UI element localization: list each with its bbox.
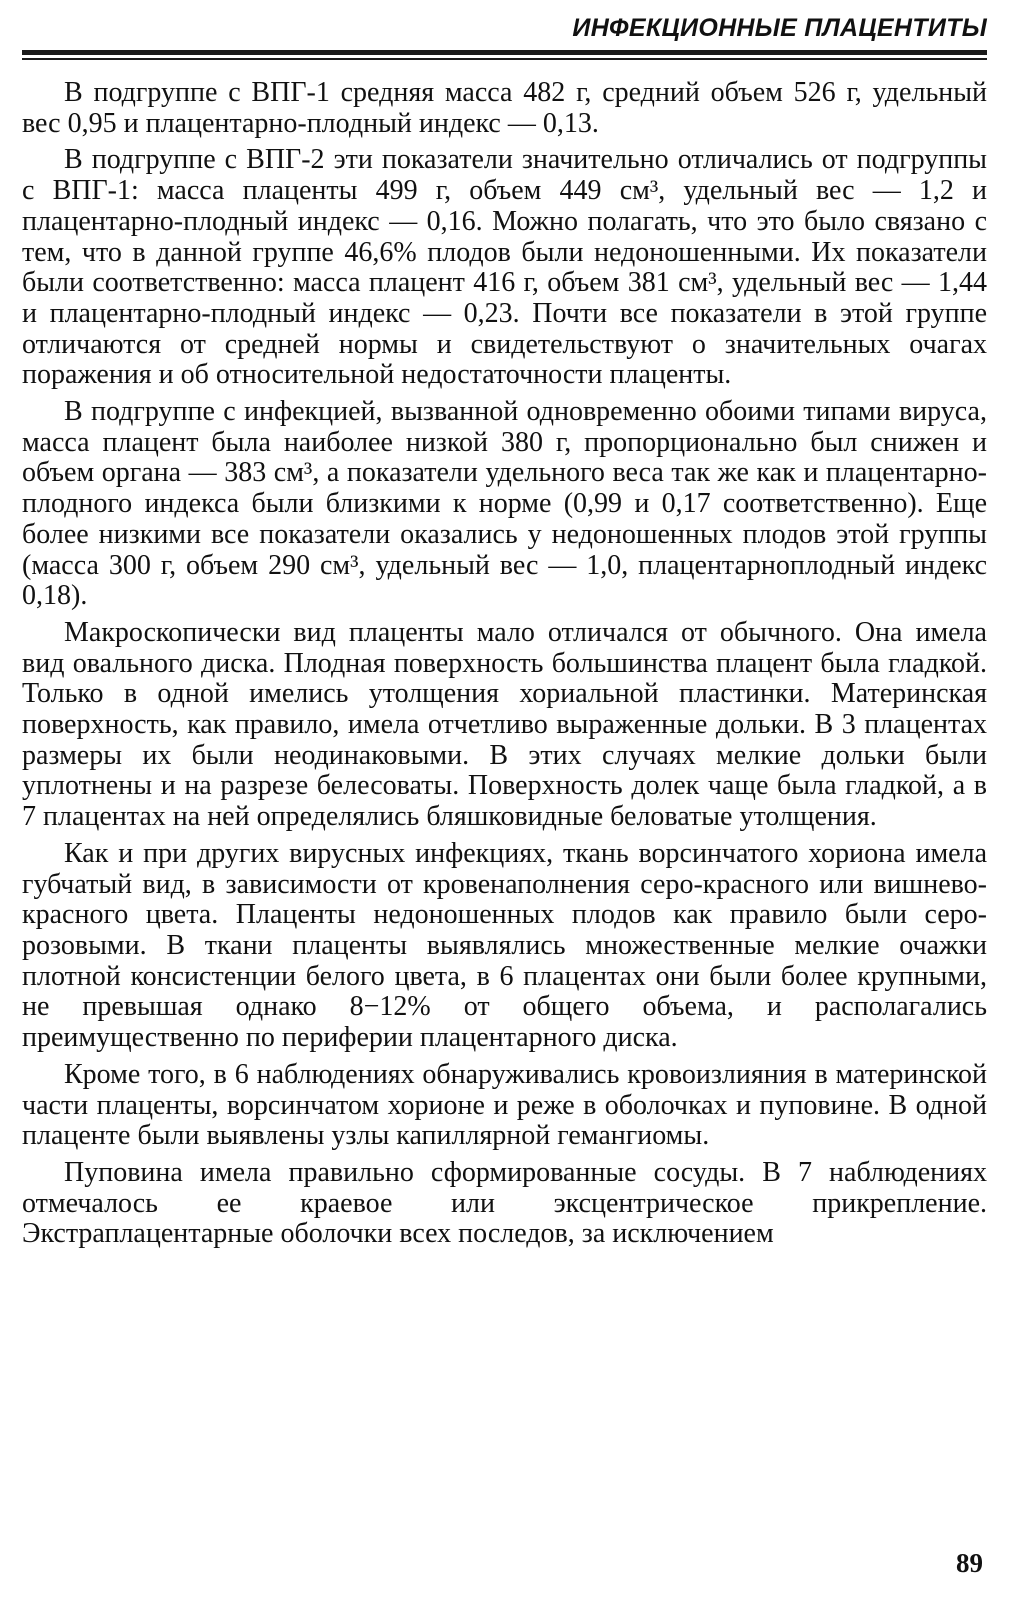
header-rule-thin	[22, 58, 987, 60]
paragraph-6: Кроме того, в 6 наблюдениях обнаруживались кровоизлияния в материнской части плаценты, ворсинчатом хорионе и реже в оболочках и пуповине. В одной плаценте были выявлены узлы капиллярной гемангиомы.	[22, 1058, 987, 1152]
paragraph-2: В подгруппе с ВПГ-2 эти показатели значительно отличались от подгруппы с ВПГ-1: масса плаценты 499 г, объем 449 см³, удельный вес — 1,2 и плацентарно-плодный индекс — 0,16. Можно полагать, что это было связано с тем, что в данной группе 46,6% плодов были недоношенными. Их показатели были соответственно: масса плацент 416 г, объем 381 см³, удельный вес — 1,44 и плацентарно-плодный индекс — 0,23. Почти все показатели в этой группе отличаются от средней нормы и свидетельствуют о значительных очагах поражения и об относительной недостаточности плаценты.	[22, 144, 987, 391]
paragraph-7: Пуповина имела правильно сформированные сосуды. В 7 наблюдениях отмечалось ее краевое или эксцентрическое прикрепление. Экстраплацентарные оболочки всех последов, за исключением	[22, 1156, 987, 1250]
page-number: 89	[956, 1548, 983, 1578]
body-text	[22, 78, 987, 1256]
running-head-title: ИНФЕКЦИОННЫЕ ПЛАЦЕНТИТЫ	[572, 14, 987, 42]
paragraph-5: Как и при других вирусных инфекциях, ткань ворсинчатого хориона имела губчатый вид, в зависимости от кровенаполнения серо-красного или вишнево-красного цвета. Плаценты недоношенных плодов как правило были серо-розовыми. В ткани плаценты выявлялись множественные мелкие очажки плотной консистенции белого цвета, в 6 плацентах они были более крупными, не превышая однако 8−12% от общего объема, и располагались преимущественно по периферии плацентарного диска.	[22, 837, 987, 1054]
header-rule-thick	[22, 50, 987, 55]
paragraph-3: В подгруппе с инфекцией, вызванной одновременно обоими типами вируса, масса плацент была наиболее низкой 380 г, пропорционально был снижен и объем органа — 383 см³, а показатели удельного веса так же как и плацентарно-плодного индекса были близкими к норме (0,99 и 0,17 соответственно). Еще более низкими все показатели оказались у недоношенных плодов этой группы (масса 300 г, объем 290 см³, удельный вес — 1,0, плацентарноплодный индекс 0,18).	[22, 396, 987, 612]
paragraph-1: В подгруппе с ВПГ-1 средняя масса 482 г, средний объем 526 г, удельный вес 0,95 и плацентарно-плодный индекс — 0,13.	[22, 77, 987, 139]
paragraph-4: Макроскопически вид плаценты мало отличался от обычного. Она имела вид овального диска. Плодная поверхность большинства плацент была гладкой. Только в одной имелись утолщения хориальной пластинки. Материнская поверхность, как правило, имела отчетливо выраженные дольки. В 3 плацентах размеры их были неодинаковыми. В этих случаях мелкие дольки были уплотнены и на разрезе белесоваты. Поверхность долек чаще была гладкой, а в 7 плацентах на ней определялись бляшковидные беловатые утолщения.	[22, 616, 987, 833]
